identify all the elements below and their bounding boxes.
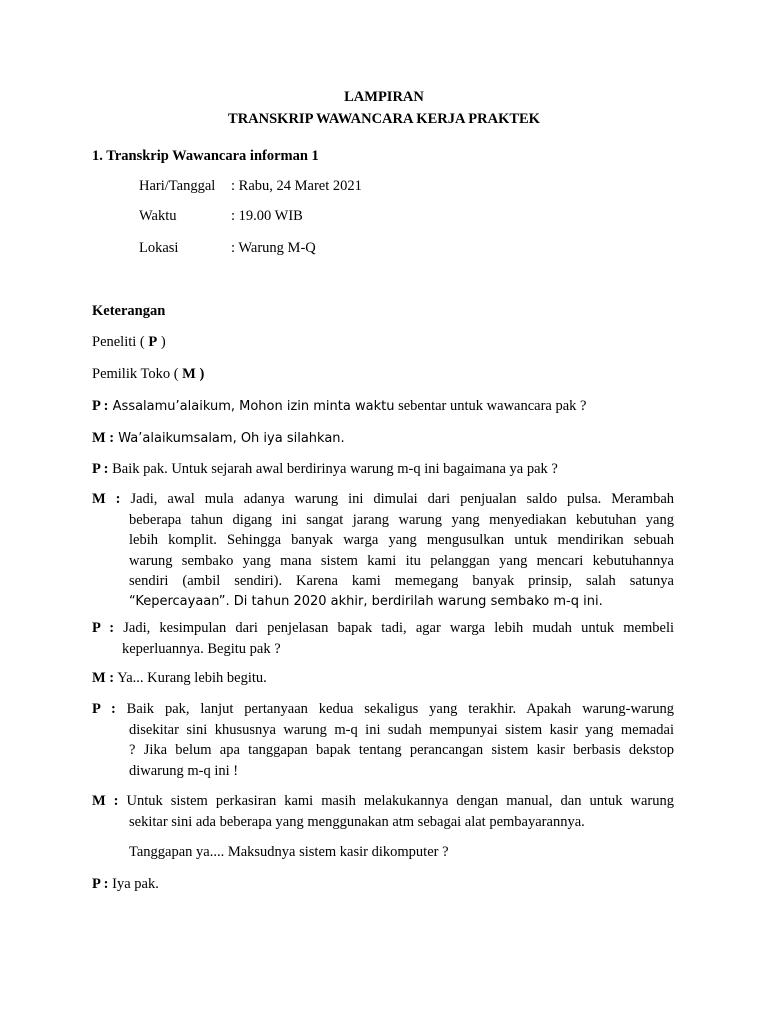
dialog-text: sendiri (ambil sendiri). Karena kami memegang banyak prinsip, salah satunya <box>129 573 674 589</box>
dialog-text: Assalamu’alaikum, Mohon izin minta waktu <box>108 399 395 414</box>
meta-key: Hari/Tanggal <box>139 178 216 194</box>
keterangan-title: Keterangan <box>92 303 166 319</box>
speaker-label: M : <box>92 670 115 686</box>
meta-key: Lokasi <box>139 240 179 256</box>
speaker-label: P : <box>92 701 116 717</box>
peneliti-label: Peneliti ( <box>92 334 149 350</box>
pemilik-legend <box>92 364 204 384</box>
pemilik-code: M ) <box>182 366 205 382</box>
dialog-text: diwarung m-q ini ! <box>129 762 239 779</box>
dialog-text: Jadi, kesimpulan dari penjelasan bapak tadi, agar warga lebih mudah untuk membeli <box>123 620 675 636</box>
meta-value: : Warung M-Q <box>231 240 316 256</box>
dialog-8 <box>92 791 674 832</box>
dialog-text: sebentar untuk wawancara pak ? <box>394 398 587 414</box>
speaker-label: P : <box>92 461 109 477</box>
dialog-6 <box>92 668 267 688</box>
meta-value: : Rabu, 24 Maret 2021 <box>231 178 362 194</box>
meta-key: Waktu <box>139 208 177 224</box>
dialog-text: Iya pak. <box>108 876 159 892</box>
dialog-5 <box>92 618 674 659</box>
dialog-text: ? Jika belum apa tanggapan bapak tentang perancangan sistem kasir berbasis dekstop <box>129 742 674 758</box>
peneliti-close: ) <box>157 334 166 350</box>
dialog-text: Wa’alaikumsalam, Oh iya silahkan. <box>114 431 345 446</box>
dialog-3 <box>92 459 558 479</box>
dialog-text: Baik pak. Untuk sejarah awal berdirinya warung m-q ini bagaimana ya pak ? <box>108 461 558 477</box>
speaker-label: P : <box>92 398 109 414</box>
dialog-text: Jadi, awal mula adanya warung ini dimulai dari penjualan saldo pulsa. Merambah <box>130 491 675 507</box>
dialog-text: beberapa tahun digang ini sangat jarang warung yang menyediakan kebutuhan yang <box>129 511 674 528</box>
dialog-text: “Kepercayaan”. Di tahun 2020 akhir, berdirilah warung sembako m-q ini. <box>129 593 603 609</box>
dialog-text: sekitar sini ada beberapa yang menggunakan atm sebagai alat pembayarannya. <box>129 813 585 830</box>
meta-row-location <box>139 238 316 258</box>
dialog-9 <box>92 874 159 894</box>
dialog-2 <box>92 428 345 449</box>
dialog-text: disekitar sini khususnya warung m-q ini sudah mempunyai sistem kasir yang memadai <box>129 721 674 738</box>
header-subtitle: TRANSKRIP WAWANCARA KERJA PRAKTEK <box>228 111 540 127</box>
speaker-label: P : <box>92 620 115 636</box>
dialog-1 <box>92 396 587 417</box>
speaker-label: P : <box>92 876 109 892</box>
dialog-text: warung sembako yang mana sistem kami itu pelanggan yang mencari kebutuhannya <box>129 552 674 569</box>
dialog-7 <box>92 699 674 781</box>
section-title: 1. Transkrip Wawancara informan 1 <box>92 148 319 164</box>
document-header <box>0 86 768 130</box>
speaker-label: M : <box>92 430 115 446</box>
dialog-text: Baik pak, lanjut pertanyaan kedua sekaligus yang terakhir. Apakah warung-warung <box>126 701 674 717</box>
dialog-text: keperluannya. Begitu pak ? <box>122 640 281 657</box>
peneliti-code: P <box>148 334 158 350</box>
peneliti-legend <box>92 332 166 352</box>
dialog-text: Untuk sistem perkasiran kami masih melakukannya dengan manual, dan untuk warung <box>126 793 675 809</box>
speaker-label: M : <box>92 491 121 507</box>
meta-row-time <box>139 206 303 226</box>
meta-row-date <box>139 176 362 196</box>
dialog-4 <box>92 489 674 612</box>
dialog-8-continuation: Tanggapan ya.... Maksudnya sistem kasir dikomputer ? <box>129 844 449 860</box>
speaker-label: M : <box>92 793 119 809</box>
meta-value: : 19.00 WIB <box>231 208 303 224</box>
dialog-text: lebih komplit. Sehingga banyak warga yang mengusulkan untuk mendirikan sebuah <box>129 532 674 548</box>
pemilik-label: Pemilik Toko ( <box>92 366 183 382</box>
header-title: LAMPIRAN <box>344 89 424 105</box>
dialog-text: Ya... Kurang lebih begitu. <box>114 670 267 686</box>
